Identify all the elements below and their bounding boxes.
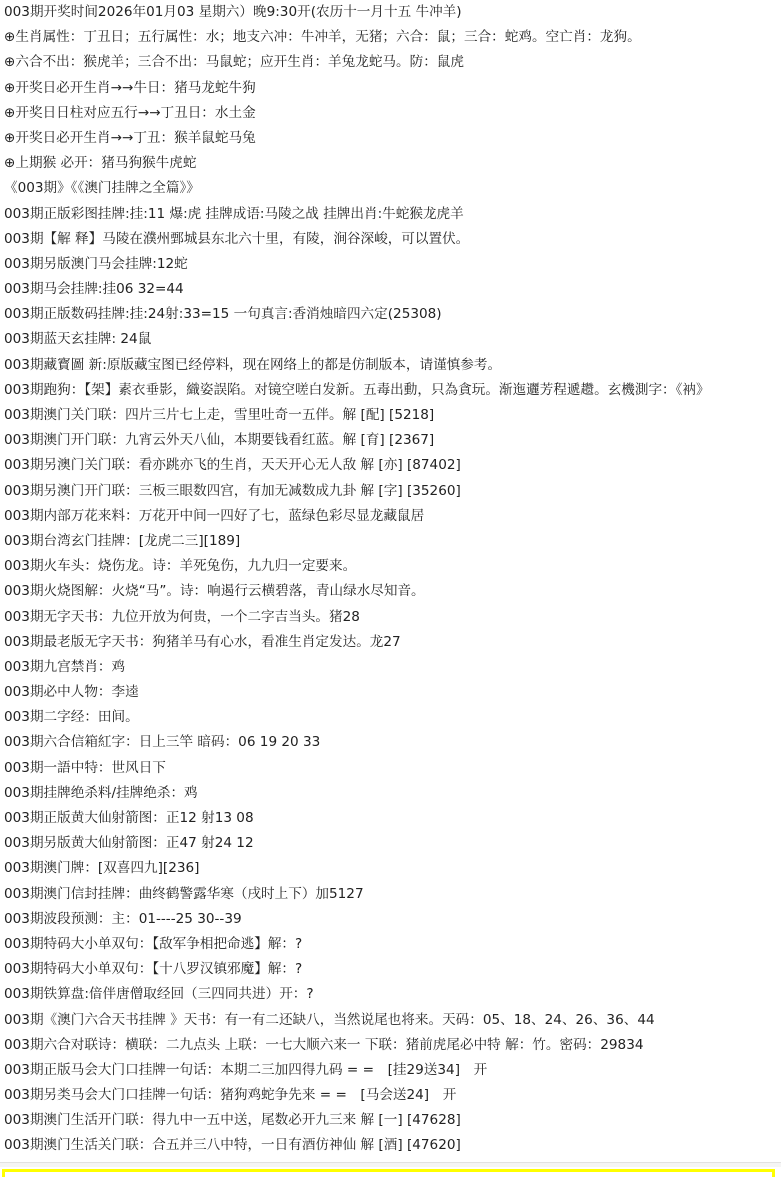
text-line-size-odd-even-1: 003期特码大小单双句：【敌军争相把命逃】解：?	[4, 935, 303, 952]
text-line-inner-flower: 003期内部万花来料：万花开中间一四好了七，蓝绿色彩尽显龙藏鼠居	[4, 507, 425, 524]
text-line-running-dog: 003期跑狗：【架】素衣垂影，織姿誤陷。对镜空嗟白发新。五毒出動，只為貪玩。渐迤邐芳程遞趱。玄機測字：《衲》	[4, 381, 710, 398]
text-line-close-door-couplet: 003期澳门关门联：四片三片七上走，雪里吐奇一五伴。解 [配] [5218]	[4, 407, 435, 423]
text-line-size-odd-even-2: 003期特码大小单双句：【十八罗汉镇邪魔】解：?	[4, 961, 303, 978]
text-line-abacus: 003期铁算盘:偣伴唐僧取经回（三四同共进）开：?	[4, 986, 314, 1003]
text-line-blue-sky-tag: 003期蓝天玄挂牌: 24鼠	[4, 331, 152, 348]
text-line-alt-macau-tag: 003期另版澳门马会挂牌:12蛇	[4, 255, 188, 272]
text-line-draw-time: 003期开奖时间2026年01月03 星期六）晚9:30开(农历十一月十五 牛冲羊)	[4, 4, 462, 20]
text-line-macau-card: 003期澳门牌：[双喜四九][236]	[4, 860, 200, 877]
text-line-train-head: 003期火车头：烧伤龙。诗：羊死兔伤，九九归一定要来。	[4, 558, 357, 575]
text-line-fire-picture: 003期火烧图解：火烧“马”。诗：响遏行云横碧落，青山绿水尽知音。	[4, 583, 425, 600]
text-line-zodiac-attributes: ⊕生肖属性：丁丑日；五行属性：水；地支六冲：牛冲羊，无猪；六合：鼠；三合：蛇鸡。空亡肖：龙狗。	[4, 29, 641, 46]
text-line-liuhe-not-out: ⊕六合不出：猴虎羊；三合不出：马鼠蛇；应开生肖：羊兔龙蛇马。防：鼠虎	[4, 54, 464, 71]
text-line-alt-close-door-couplet: 003期另澳门关门联：看亦跳亦飞的生肖，天天开心无人敌 解 [亦] [87402]	[4, 457, 461, 474]
text-line-must-open-dingchou: ⊕开奖日必开生肖→→丁丑：猴羊鼠蛇马兔	[4, 129, 256, 146]
text-line-couplet-poem: 003期六合对联诗：横联：二九点头 上联：一七大顺六来一 下联：猪前虎尾必中特 解：竹。密码：29834	[4, 1036, 644, 1053]
text-line-must-open-ox-day: ⊕开奖日必开生肖→→牛日：猪马龙蛇牛狗	[4, 79, 256, 96]
text-line-explanation: 003期【解 释】马陵在濮州鄄城县东北六十里，有陵，涧谷深峻，可以置伏。	[4, 230, 470, 247]
text-line-gate-sentence-alt: 003期另类马会大门口挂牌一句话：猪狗鸡蛇争先来 = = [马会送24] 开	[4, 1087, 457, 1104]
text-line-section-title: 《003期》《《澳门挂牌之全篇》》	[4, 180, 200, 197]
text-line-life-close-door: 003期澳门生活关门联：合五并三八中特，一日有酒仿神仙 解 [酒] [47620]	[4, 1137, 461, 1154]
text-line-treasure-map: 003期藏寳圖 新:原版藏宝图已经停料，现在网络上的都是仿制版本，请谨慎参考。	[4, 356, 502, 373]
text-line-archery-alt: 003期另版黄大仙射箭图：正47 射24 12	[4, 835, 254, 852]
text-line-two-word-scripture: 003期二字经：田间。	[4, 709, 139, 726]
text-line-wordless-book: 003期无字天书：九位开放为何贵，一个二字吉当头。猪28	[4, 608, 360, 625]
text-line-horse-club-tag: 003期马会挂牌:挂06 32=44	[4, 281, 184, 298]
text-line-nine-palace-forbidden: 003期九宫禁肖：鸡	[4, 658, 126, 675]
text-line-gate-sentence-official: 003期正版马会大门口挂牌一句话：本期二三加四得九码 = = [挂29送34] 开	[4, 1061, 488, 1078]
text-line-absolute-kill: 003期挂牌绝杀料/挂牌绝杀：鸡	[4, 784, 198, 801]
text-line-oldest-wordless-book: 003期最老版无字天书：狗猪羊马有心水，看准生肖定发达。龙27	[4, 633, 401, 650]
footer-divider	[0, 1162, 781, 1167]
text-line-must-hit-person: 003期必中人物：李逵	[4, 684, 139, 701]
text-line-envelope-tag: 003期澳门信封挂牌：曲终鹤警露华寒（戌时上下）加5127	[4, 885, 364, 902]
text-line-open-door-couplet: 003期澳门开门联：九宵云外天八仙，本期要钱看红蓝。解 [育] [2367]	[4, 432, 435, 449]
document-body	[4, 0, 779, 1159]
text-line-band-forecast: 003期波段预测：主：01----25 30--39	[4, 910, 242, 927]
text-line-alt-open-door-couplet: 003期另澳门开门联：三板三眼数四宫，有加无减数成九卦 解 [字] [35260]	[4, 482, 461, 499]
text-line-digital-tag: 003期正版数码挂牌:挂:24射:33=15 一句真言:香消烛暗四六定(25308)	[4, 306, 442, 323]
text-line-archery-official: 003期正版黄大仙射箭图：正12 射13 08	[4, 810, 254, 826]
text-line-last-period-monkey: ⊕上期猴 必开：猪马狗猴牛虎蛇	[4, 155, 197, 172]
text-line-taiwan-tag: 003期台湾玄门挂牌：[龙虎二三][189]	[4, 532, 241, 549]
text-line-mailbox-red-word: 003期六合信箱紅字：日上三竿 暗码：06 19 20 33	[4, 734, 321, 751]
text-line-heavenly-book: 003期《澳门六合天书挂牌 》天书：有一有二还缺八，当然说尾也将来。天码：05、18、24、26、36、44	[4, 1011, 655, 1028]
text-line-official-picture-tag: 003期正版彩图挂牌:挂:11 爆:虎 挂牌成语:马陵之战 挂牌出肖:牛蛇猴龙虎羊	[4, 205, 464, 222]
highlight-box	[2, 1169, 775, 1177]
text-line-one-sentence: 003期一語中特：世风日下	[4, 759, 166, 776]
text-line-life-open-door: 003期澳门生活开门联：得九中一五中送，尾数必开九三来 解 [一] [47628]	[4, 1112, 461, 1129]
text-line-day-pillar-elements: ⊕开奖日日柱对应五行→→丁丑日：水土金	[4, 104, 256, 121]
